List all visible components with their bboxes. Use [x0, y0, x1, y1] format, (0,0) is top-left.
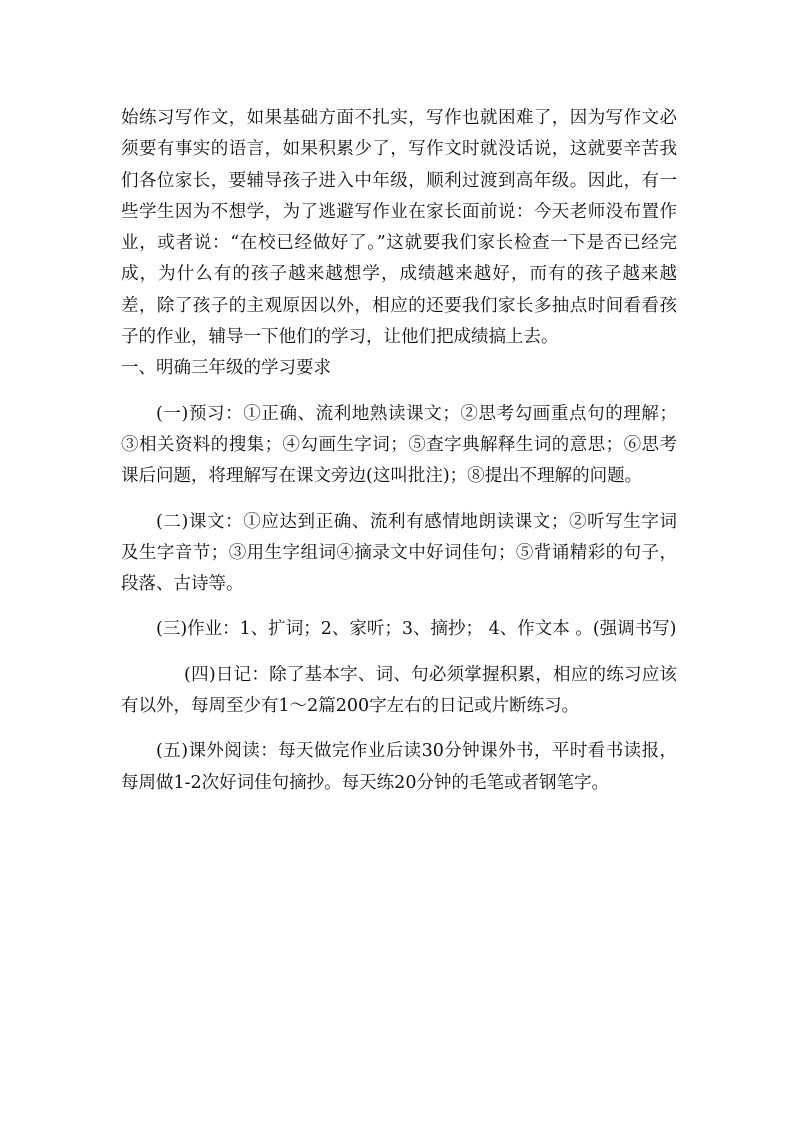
- intro-paragraph: 始练习写作文，如果基础方面不扎实，写作也就困难了，因为写作文必须要有事实的语言，如果积累少了，写作文时就没话说，这就要辛苦我们各位家长，要辅导孩子进入中年级，顺利过渡到高年级。因此，有一些学生因为不想学，为了逃避写作业在家长面前说：今天老师没布置作业，或者说：“在校已经做好了。”这就要我们家长检查一下是否已经完成，为什么有的孩子越来越想学，成绩越来越好，而有的孩子越来越差，除了孩子的主观原因以外，相应的还要我们家长多抽点时间看看孩子的作业，辅导一下他们的学习，让他们把成绩搞上去。: [121, 108, 677, 348]
- section-heading: 一、明确三年级的学习要求: [121, 358, 331, 379]
- homework-requirements-paragraph: (三)作业：1、扩词；2、家听；3、摘抄； 4、作文本 。(强调书写): [156, 619, 677, 640]
- preview-requirements-paragraph: (一)预习：①正确、流利地熟读课文；②思考勾画重点句的理解；③相关资料的搜集；④勾画生字词；⑤查字典解释生词的意思；⑥思考课后问题，将理解写在课文旁边(这叫批注)；⑧提出不理解的问题。: [121, 403, 677, 487]
- document-body: [121, 103, 677, 799]
- lesson-requirements-paragraph: (二)课文：①应达到正确、流利有感情地朗读课文；②听写生字词及生字音节；③用生字组词④摘录文中好词佳句；⑤背诵精彩的句子，段落、古诗等。: [121, 511, 677, 595]
- extracurricular-reading-paragraph: (五)课外阅读：每天做完作业后读30分钟课外书，平时看书读报，每周做1-2次好词佳句摘抄。每天练20分钟的毛笔或者钢笔字。: [121, 741, 677, 793]
- diary-requirements-paragraph: (四)日记：除了基本字、词、句必须掌握积累，相应的练习应该有以外，每周至少有1～2篇200字左右的日记或片断练习。: [121, 664, 677, 717]
